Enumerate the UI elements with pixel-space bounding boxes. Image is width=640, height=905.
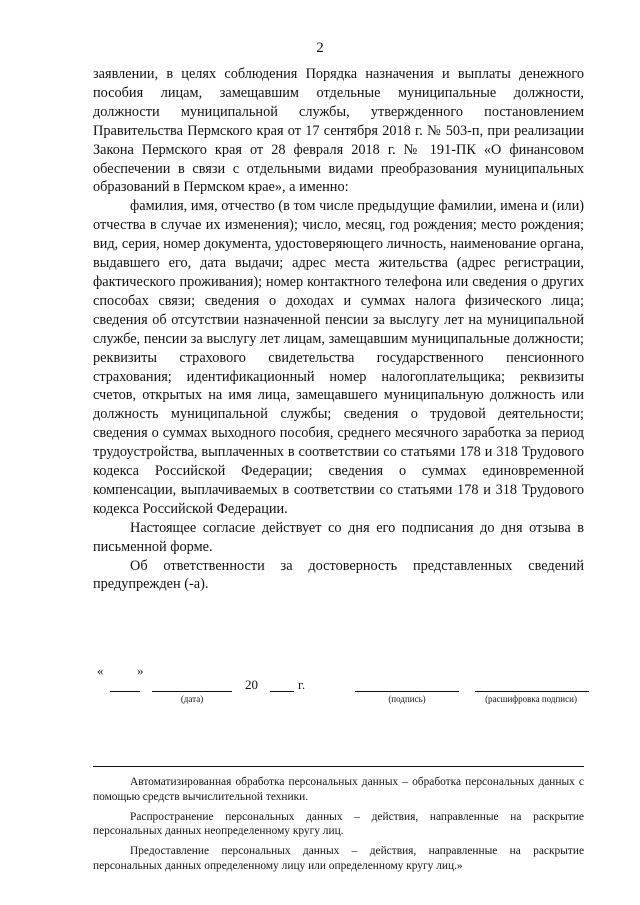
footnote-separator: [93, 766, 584, 767]
quote-close: »: [137, 663, 144, 678]
paragraph-data-list: фамилия, имя, отчество (в том числе предыдущие фамилии, имена и (или) отчества в случае их изменения); число, месяц, год рождения; место рождения; вид, серия, номер документа, удостоверяющего личность, наименование органа, выдавшего его, дата выдачи; адрес места жительства (адрес регистрации, фактического проживания); номер контактного телефона или сведения о других способах связи; сведения о доходах и суммах налога физического лица; сведения об отсутствии назначенной пенсии за выслугу лет на муниципальной службе, пенсии за выслугу лет лицам, замещавшим муниципальные должности; реквизиты страхового свидетельства государственного пенсионного страхования; идентификационный номер налогоплательщика; реквизиты счетов, открытых на имя лица, замещавшего муниципальную должность или должность муниципальной службы; сведения о трудовой деятельности; сведения о суммах выходного пособия, среднего месячного заработка за период трудоустройства, выплаченных в соответствии со статьями 178 и 318 Трудового кодекса Российской Федерации; сведения о суммах единовременной компенсации, выплачиваемых в соответствии со статьями 178 и 318 Трудового кодекса Российской Федерации.: [93, 198, 584, 517]
footnote-provision: Предоставление персональных данных – действия, направленные на раскрытие персональных данных определенному лицу или определенному кругу лиц.»: [93, 845, 584, 872]
footnote-automated: Автоматизированная обработка персональных данных – обработка персональных данных с помощью средств вычислительной техники.: [93, 776, 584, 803]
paragraph-validity: Настоящее согласие действует со дня его подписания до дня отзыва в письменной форме.: [93, 519, 584, 555]
caption-signature: (подпись): [388, 694, 426, 704]
year-prefix: 20: [245, 677, 258, 692]
caption-date: (дата): [180, 694, 204, 704]
quote-open: «: [97, 663, 104, 678]
paragraph-intro: заявлении, в целях соблюдения Порядка назначения и выплаты денежного пособия лицам, замещавшим отдельные муниципальные должности, должности муниципальной службы, утвержденного постановлением Правительства Пермского края от 17 сентября 2018 г. № 503-п, при реализации Закона Пермского края от 28 февраля 2018 г. № 191-ПК «О финансовом обеспечении в связи с отдельными видами преобразования муниципальных образований в Пермском крае», а именно:: [93, 66, 584, 196]
signature-line: [355, 691, 459, 692]
footnotes: [93, 775, 584, 879]
month-line: [152, 691, 232, 692]
decode-line: [475, 691, 589, 692]
year-suffix: г.: [298, 677, 306, 692]
footnote-distribution: Распространение персональных данных – действия, направленные на раскрытие персональных данных неопределенному кругу лиц.: [93, 810, 584, 838]
page-number: 2: [316, 40, 324, 56]
paragraph-responsibility: Об ответственности за достоверность представленных сведений предупрежден (-а).: [93, 557, 584, 593]
body-text: [93, 65, 584, 594]
caption-decode: (расшифровка подписи): [485, 694, 577, 704]
year-line: [270, 691, 294, 692]
day-line: [110, 691, 140, 692]
